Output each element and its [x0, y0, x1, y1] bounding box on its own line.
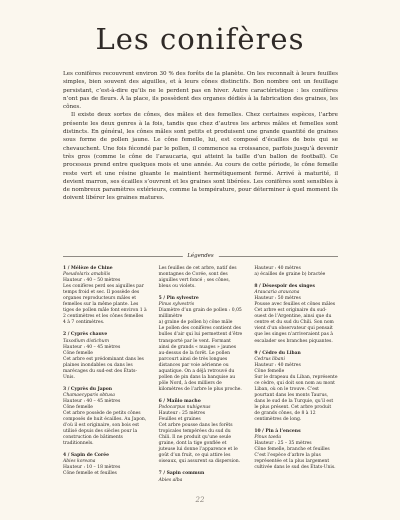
intro-paragraph: Il existe deux sortes de cônes, des mâles et des femelles. Chez certaines espèces, l’arbre présente les deux genres à la fois, tandis que chez d’autres les arbres mâles et femelles sont distincts. En général, les cônes mâles sont petits et produisent une grande quantité de graines sous forme de pollen jaune. Le cône femelle, lui, est composé d’écailles de bois qui se chevauchent. Une fois fécondé par le pollen, il commence sa croissance, parfois jusqu’à devenir très gros (comme le cône de l’araucaria, qui atteint la taille d’un ballon de football). Ce processus prend entre quelques mois et une année. Au cours de cette période, le cône femelle reste vert et une résine gluante le maintient hermétiquement fermé. Arrivé à maturité, il devient marron, ses écailles s’ouvrent et les graines sont libérées. Les conifères sont sensibles à de nombreux paramètres extérieurs, comme la température, pour déterminer à quel moment ils doivent libérer les graines matures.	[63, 112, 338, 202]
legend-entry-latin: Podocarpus nubigenus	[158, 404, 211, 410]
page-title: Les conifères	[95, 22, 305, 56]
legend-entry-name: 7 / Sapin commun	[158, 471, 205, 477]
legend-entry	[254, 351, 338, 424]
legend-entry-text: C’est l’espèce d’arbre la plus représentée et la plus largement cultivée dans le sud des États-Unis.	[254, 453, 336, 471]
legend-column	[159, 266, 243, 490]
legend-entry-name: 4 / Sapin de Corée	[63, 453, 110, 459]
legend-entry-latin: Araucaria araucana	[254, 290, 300, 296]
legend-entry-text: a) graine de pollen b) cône mâle	[158, 320, 233, 326]
legend-entry-name: 1 / Mélèze de Chine	[63, 266, 113, 271]
legend-entry-text: Feuilles et graines	[158, 417, 201, 423]
intro-text	[63, 70, 338, 203]
legend-entry-text: Cône femelle	[254, 368, 285, 374]
legend-entry-text: Cet arbre est prédominant dans les plaines inondables ou dans les marécages du sud-est des États-Unis.	[63, 356, 144, 380]
legend-column	[254, 266, 338, 490]
legend-entry	[63, 332, 147, 380]
legend-entry-text: Hauteur : 50 mètres	[254, 296, 301, 302]
legend-entry-text: Le pollen des conifères contient des bulles d’air qui lui permettent d’être transporté par le vent. Formant ainsi de grands « nuages » jaunes au-dessus de la forêt. Le pollen parcourt ainsi de très longues distances par voie aérienne ou aquatique. On a déjà retrouvé du pollen de pin dans la banquise au pôle Nord, à des milliers de kilomètres de l’arbre le plus proche.	[158, 326, 243, 392]
legend-entry-text: Cet arbre pousse dans les forêts tropicales tempérées du sud du Chili. Il ne produit qu’une seule graine, dont la tige gonflée et juteuse lui donne l’apparence et le goût d’un fruit, ce qui attire les oiseaux, qui assurent sa dispersion.	[158, 423, 241, 465]
legend-entry-text: Hauteur : 25 mètres	[158, 411, 206, 417]
legend-entry-text: Sur le drapeau du Liban, représente ce cèdre, qui doit son nom au mont Liban, où on le trouve. C’est pourtant dans les monts Taurus, dans le sud de la Turquie, qu’il est le plus présent. Cet arbre produit de grands cônes, de 8 à 12 centimètres de long.	[254, 374, 338, 423]
intro-paragraph: Les conifères recouvrent environ 30 % des forêts de la planète. On les reconnaît à leurs feuilles simples, bien souvent des aiguilles, et à leurs cônes distinctifs. Bon nombre ont un feuillage persistant, c’est-à-dire qu’ils ne le perdent pas en hiver. Autre caractéristique : les conifères n’ont pas de fleurs. À la place, ils possèdent des organes dédiés à la fabrication des graines, les cônes.	[63, 71, 338, 111]
legend-entry-name: 5 / Pin sylvestre	[158, 296, 199, 302]
legend-entry	[254, 429, 338, 471]
legend-entry-latin: Cedrus libani	[254, 356, 285, 362]
legend-entry-latin: Pinus sylvestris	[158, 302, 195, 308]
legend-entry-name: 2 / Cyprès chauve	[63, 332, 108, 338]
legend-header	[63, 252, 338, 260]
legend-entry-text: Cône femelle, branche et feuilles	[254, 447, 330, 453]
page-number: 22	[195, 496, 205, 504]
legend-entry-latin: Abies koreana	[63, 459, 96, 465]
legend-entry-name: 8 / Désespoir des singes	[254, 284, 315, 290]
legend-entry-text: Hauteur : 40 – 45 mètres	[63, 344, 121, 350]
legend-entry-text: Hauteur : 40 – 45 mètres	[63, 398, 121, 404]
legend-entry-text: Hauteur : 25 – 35 mètres	[254, 441, 312, 447]
legend-entry-name: 6 / Mañio macho	[158, 398, 201, 404]
legend-entry-latin: Pseudolarix amabilis	[63, 272, 111, 278]
legend-entry-text: Cône femelle	[63, 350, 93, 356]
legend-entry-latin: Chamaecyparis obtusa	[63, 392, 115, 398]
legend-entry	[254, 284, 338, 344]
legend-entry-text: Cône femelle	[63, 404, 93, 410]
legend-entry-latin: Abies alba	[158, 477, 183, 483]
legend-entry-name: 10 / Pin à l’encens	[254, 429, 301, 435]
legend-entry-text: Diamètre d’un grain de pollen : 0,05 millimètre	[158, 308, 242, 320]
legend-entry-latin: Taxodium distichum	[63, 338, 109, 344]
legend-continuation: Les feuilles de cet arbre, natif des montagnes de Corée, sont des aiguilles vert foncé ; ses cônes, bleus ou violets.	[158, 266, 237, 290]
legend-columns	[63, 266, 338, 490]
legend-entry-text: Cet arbre possède de petits cônes composés de huit écailles. Au Japon, d’où il est originaire, son bois est utilisé depuis des siècles pour la construction de bâtiments traditionnels.	[63, 411, 147, 447]
legend-label: Légendes	[182, 252, 218, 260]
legend-entry-text: Cône femelle et feuilles	[63, 471, 117, 477]
legend-entry	[63, 266, 147, 326]
legend-entry-text: Pousse avec feuilles et cônes mâles	[254, 302, 336, 308]
legend-entry	[159, 471, 243, 483]
legend-entry-text: Cet arbre est originaire du sud-ouest de l’Argentine, ainsi que du centre et du sud du Chili. Son nom vient d’un observateur qui pensait que les singes n’arriveraient pas à escalader ses branches piquantes.	[254, 308, 334, 344]
legend-entry	[63, 387, 147, 447]
legend-continuation: Hauteur : 40 mètres	[254, 266, 301, 271]
legend-entry-text: Les conifères perd ses aiguilles par temps froid et sec. Il possède des organes reproducteurs mâles et femelles sur la même plante. Les tiges de pollen mâle font environ 1 à 2 centimètres et les cônes femelles 4 à 7 centimètres.	[63, 284, 147, 326]
legend-entry-text: Hauteur : 10 – 18 mètres	[63, 465, 121, 471]
legend-column	[63, 266, 147, 490]
legend-entry-latin: Pinus taeda	[254, 435, 282, 441]
legend-entry-text: Hauteur : 40 mètres	[254, 362, 301, 368]
legend-continuation: a) écailles de graine b) bractée	[254, 272, 326, 278]
legend-entry	[159, 399, 243, 466]
legend-entry-name: 3 / Cyprès du Japon	[63, 386, 113, 392]
legend-entry	[63, 453, 147, 477]
legend-entry-name: 9 / Cèdre du Liban	[254, 350, 301, 356]
legend-entry	[159, 296, 243, 393]
legend-entry-text: Hauteur : 40 – 50 mètres	[63, 278, 121, 284]
